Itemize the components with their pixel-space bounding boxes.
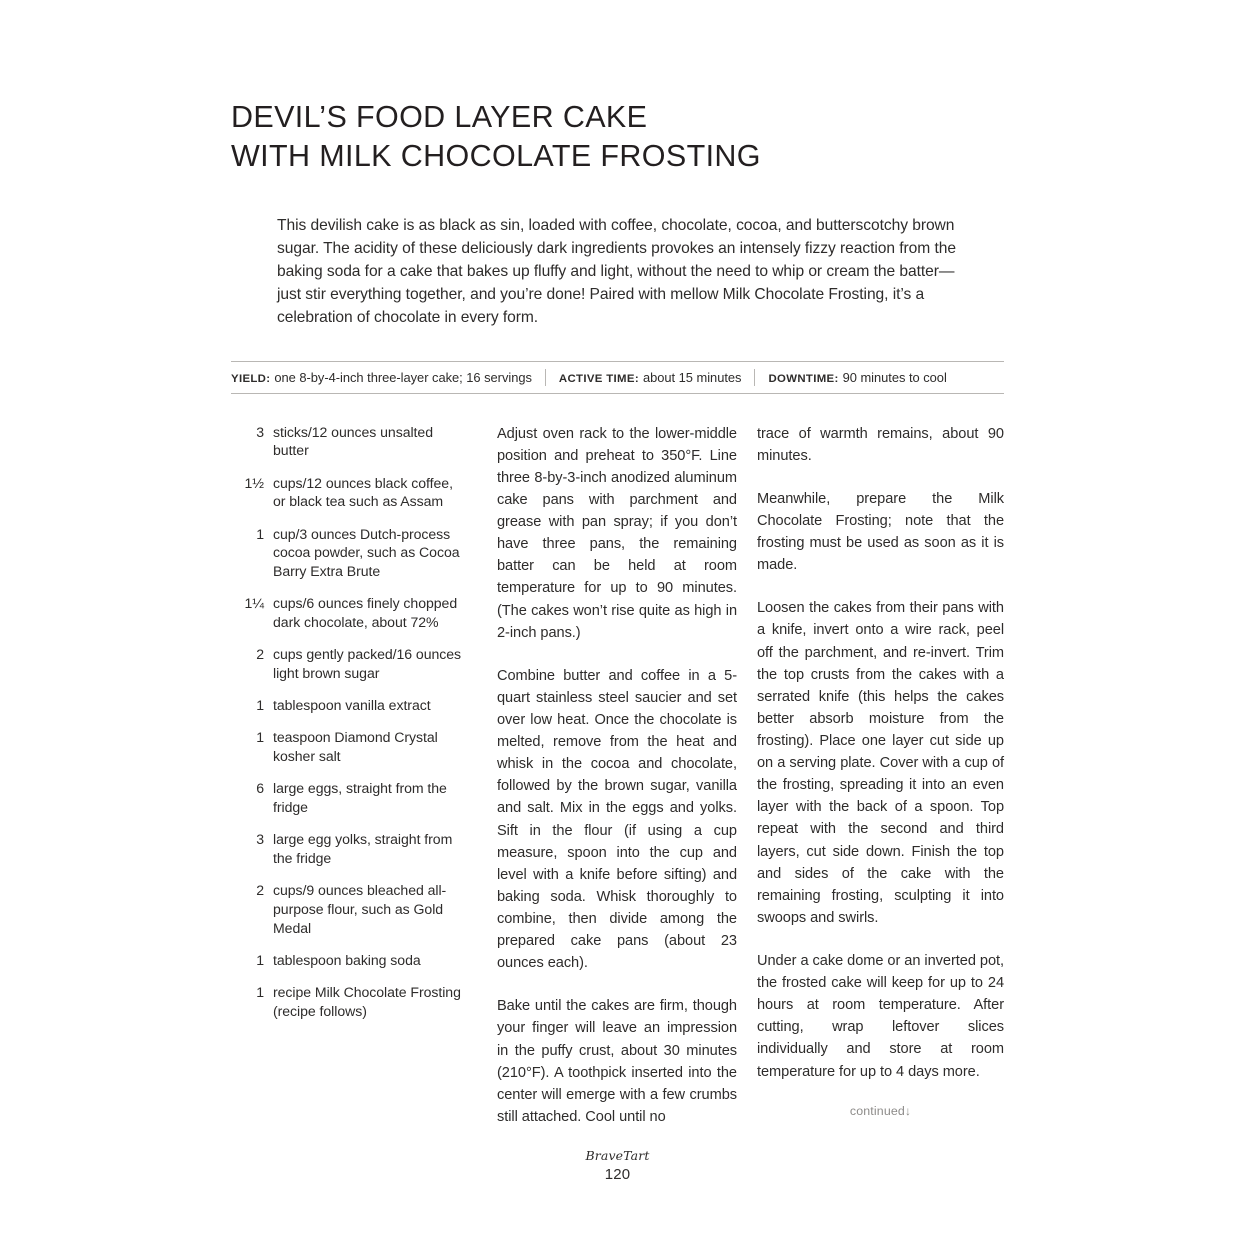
meta-downtime (768, 370, 946, 385)
recipe-columns (231, 423, 1004, 1128)
ingredient-text: sticks/12 ounces unsalted butter (273, 423, 433, 459)
ingredient-row (231, 525, 464, 581)
meta-active-time-value: about 15 minutes (642, 369, 742, 385)
ingredient-row (231, 983, 464, 1020)
ingredient-quantity: 1 (256, 697, 264, 714)
instruction-paragraph: Meanwhile, prepare the Milk Chocolate Frosting; note that the frosting must be used as soon as it is made. (757, 490, 1004, 574)
ingredient-text: cups/9 ounces bleached all-purpose flour, such as Gold Medal (273, 882, 447, 936)
ingredient-quantity: 1 (256, 525, 264, 542)
ingredient-quantity: 3 (256, 831, 264, 848)
ingredient-row (231, 696, 464, 715)
ingredient-row (231, 779, 464, 816)
ingredient-quantity: 1¼ (244, 595, 264, 612)
recipe-intro: This devilish cake is as black as sin, loaded with coffee, chocolate, cocoa, and butterscotchy brown sugar. The acidity of these deliciously dark ingredients provokes an intensely fizzy reaction from the baking soda for a cake that bakes up fluffy and light, without the need to whip or cream the batter—just stir everything together, and you’re done! Paired with mellow Milk Chocolate Frosting, it’s a celebration of chocolate in every form. (277, 217, 956, 326)
ingredient-row (231, 951, 464, 970)
ingredient-quantity: 6 (256, 780, 264, 797)
instruction-paragraph: trace of warmth remains, about 90 minutes. (757, 425, 1004, 464)
meta-active-time (559, 370, 742, 385)
continued-marker (757, 1104, 1004, 1118)
meta-yield (231, 370, 532, 385)
ingredient-row (231, 645, 464, 682)
ingredient-row (231, 594, 464, 631)
meta-downtime-value: 90 minutes to cool (842, 369, 947, 385)
meta-divider (545, 369, 546, 386)
instructions-column-1 (497, 423, 737, 1128)
meta-rule-bottom (231, 393, 1004, 394)
ingredient-text: cups gently packed/16 ounces light brown sugar (273, 646, 462, 682)
column-gap (737, 423, 757, 1128)
instruction-paragraph: Adjust oven rack to the lower-middle position and preheat to 350°F. Line three 8-by-3-inch anodized aluminum cake pans with parchment and grease with pan spray; if you don’t have three pans, the remaining batter can be held at room temperature for up to 90 minutes. (The cakes won’t rise quite as high in 2-inch pans.) (497, 425, 737, 641)
meta-downtime-label: DOWNTIME: (768, 372, 839, 385)
continued-label: continued (849, 1103, 905, 1118)
ingredient-text: tablespoon baking soda (273, 952, 421, 969)
meta-yield-value: one 8-by-4-inch three-layer cake; 16 servings (274, 369, 532, 385)
page-number: 120 (604, 1166, 631, 1183)
column-gap (464, 423, 497, 1128)
meta-items (231, 362, 1004, 393)
instruction-paragraph: Loosen the cakes from their pans with a knife, invert onto a wire rack, peel off the parchment, and re-invert. Trim the top crusts from the cakes with a serrated knife (this helps the cakes better absorb moisture from the frosting). Place one layer cut side up on a serving plate. Cover with a cup of the frosting, spreading it into an even layer with the back of a spoon. Top repeat with the second and third layers, cut side down. Finish the top and sides of the cake with the remaining frosting, sculpting it into swoops and swirls. (757, 600, 1004, 926)
title-line-1: DEVIL’S FOOD LAYER CAKE (231, 100, 648, 134)
title-line-2: WITH MILK CHOCOLATE FROSTING (231, 139, 761, 174)
arrow-down-icon: ↓ (904, 1103, 912, 1118)
ingredient-row (231, 881, 464, 937)
instruction-paragraph: Combine butter and coffee in a 5-quart stainless steel saucier and set over low heat. Once the chocolate is melted, remove from the heat and whisk in the cocoa and chocolate, followed by the brown sugar, vanilla and salt. Mix in the eggs and yolks. Sift in the flour (if using a cup measure, spoon into the cup and level with a knife before sifting) and baking soda. Whisk thoroughly to combine, then divide among the prepared cake pans (about 23 ounces each). (497, 667, 737, 972)
ingredient-text: cups/12 ounces black coffee, or black tea such as Assam (273, 474, 453, 510)
ingredient-quantity: 2 (256, 882, 264, 899)
ingredients-column (231, 423, 464, 1128)
ingredient-quantity: 1½ (244, 474, 264, 491)
ingredient-quantity: 1 (256, 952, 264, 969)
recipe-meta-bar (231, 361, 1004, 394)
instruction-paragraph: Under a cake dome or an inverted pot, the frosted cake will keep for up to 24 hours at room temperature. After cutting, wrap leftover slices individually and store at room temperature for up to 4 days more. (757, 952, 1004, 1080)
meta-divider (754, 369, 755, 386)
instruction-paragraph: Bake until the cakes are firm, though your finger will leave an impression in the puffy crust, about 30 minutes (210°F). A toothpick inserted into the center will emerge with a few crumbs still attached. Cool until no (497, 998, 737, 1125)
ingredient-text: large eggs, straight from the fridge (273, 780, 447, 816)
ingredient-row (231, 474, 464, 511)
ingredient-row (231, 830, 464, 867)
ingredient-text: cup/3 ounces Dutch-process cocoa powder, such as Cocoa Barry Extra Brute (273, 525, 460, 580)
page-title (231, 98, 1004, 176)
ingredient-text: tablespoon vanilla extract (273, 697, 431, 714)
book-title: BraveTart (585, 1148, 650, 1163)
ingredient-quantity: 2 (256, 646, 264, 663)
ingredient-quantity: 1 (256, 984, 264, 1001)
ingredient-row (231, 728, 464, 765)
page-footer (0, 1148, 1235, 1183)
meta-yield-label: YIELD: (231, 372, 271, 385)
ingredient-row (231, 423, 464, 460)
meta-active-time-label: ACTIVE TIME: (558, 372, 639, 385)
page-content (231, 98, 1004, 1128)
ingredient-text: recipe Milk Chocolate Frosting (recipe follows) (273, 984, 461, 1020)
ingredient-quantity: 1 (256, 729, 264, 746)
ingredient-quantity: 3 (256, 423, 264, 440)
ingredient-text: teaspoon Diamond Crystal kosher salt (273, 729, 438, 765)
ingredient-text: cups/6 ounces finely chopped dark chocolate, about 72% (273, 595, 458, 631)
instructions-column-2 (757, 423, 1004, 1128)
ingredient-text: large egg yolks, straight from the fridge (273, 831, 453, 867)
